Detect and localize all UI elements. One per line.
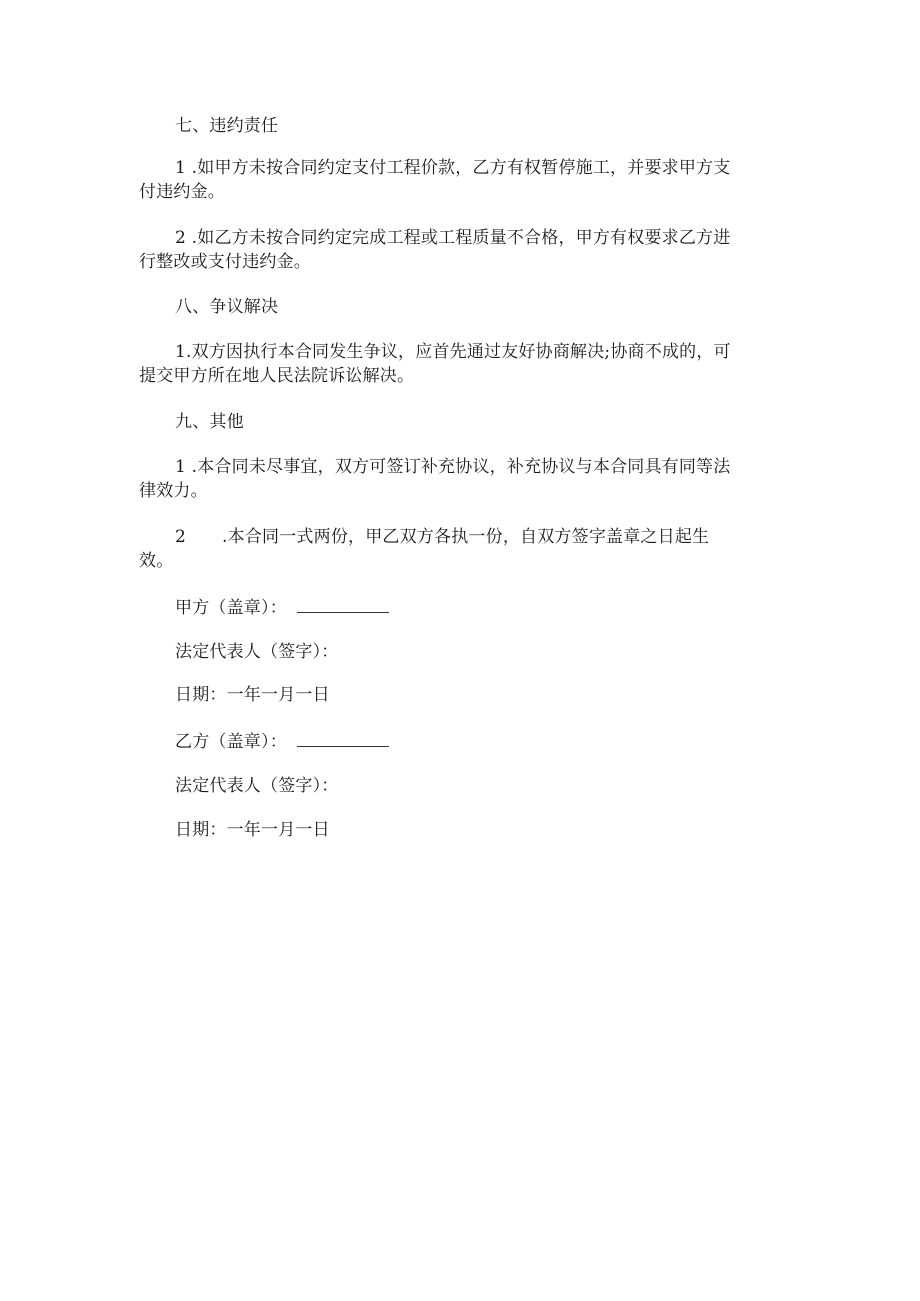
clause-7-1: [139, 156, 784, 204]
clause-text-line2: 效。: [139, 551, 174, 571]
clause-text-line2: 律效力。: [139, 481, 208, 501]
party-b-seal-blank[interactable]: [297, 730, 389, 747]
party-b-rep: 法定代表人（签字）：: [175, 776, 339, 796]
party-a-label: 甲方（盖章）：: [175, 598, 287, 618]
party-a-date: 日期：一年一月一日: [175, 685, 330, 705]
clause-text-line2: 行整改或支付违约金。: [139, 252, 311, 272]
clause-text-line1: 1.双方因执行本合同发生争议，应首先通过友好协商解决;协商不成的，可: [175, 342, 731, 362]
clause-text-line1: .如乙方未按合同约定完成工程或工程质量不合格，甲方有权要求乙方进: [186, 228, 731, 248]
clause-text-line2: 付违约金。: [139, 182, 225, 202]
section-heading-other: 九、其他: [175, 412, 244, 432]
clause-text-line2: 提交甲方所在地人民法院诉讼解决。: [139, 366, 415, 386]
clause-number: 2: [175, 527, 187, 547]
clause-text-line1: .本合同未尽事宜，双方可签订补充协议，补充协议与本合同具有同等法: [186, 457, 731, 477]
clause-text-line1: .本合同一式两份，甲乙双方各执一份，自双方签字盖章之日起生: [222, 527, 710, 547]
party-a-seal-blank[interactable]: [297, 596, 389, 613]
clause-number: 1: [175, 158, 187, 178]
clause-text-line1: .如甲方未按合同约定支付工程价款，乙方有权暂停施工，并要求甲方支: [186, 158, 731, 178]
clause-9-2: [139, 525, 784, 573]
clause-9-1: [139, 455, 784, 503]
party-b-date: 日期：一年一月一日: [175, 820, 330, 840]
section-heading-breach: 七、违约责任: [175, 116, 279, 136]
party-b-seal-row: [175, 730, 389, 754]
clause-8-1: [139, 340, 784, 388]
clause-number: 1: [175, 457, 187, 477]
party-b-label: 乙方（盖章）：: [175, 732, 287, 752]
clause-7-2: [139, 226, 784, 274]
clause-number: 2: [175, 228, 187, 248]
party-a-seal-row: [175, 596, 389, 620]
section-heading-dispute: 八、争议解决: [175, 297, 279, 317]
party-a-rep: 法定代表人（签字）：: [175, 642, 339, 662]
